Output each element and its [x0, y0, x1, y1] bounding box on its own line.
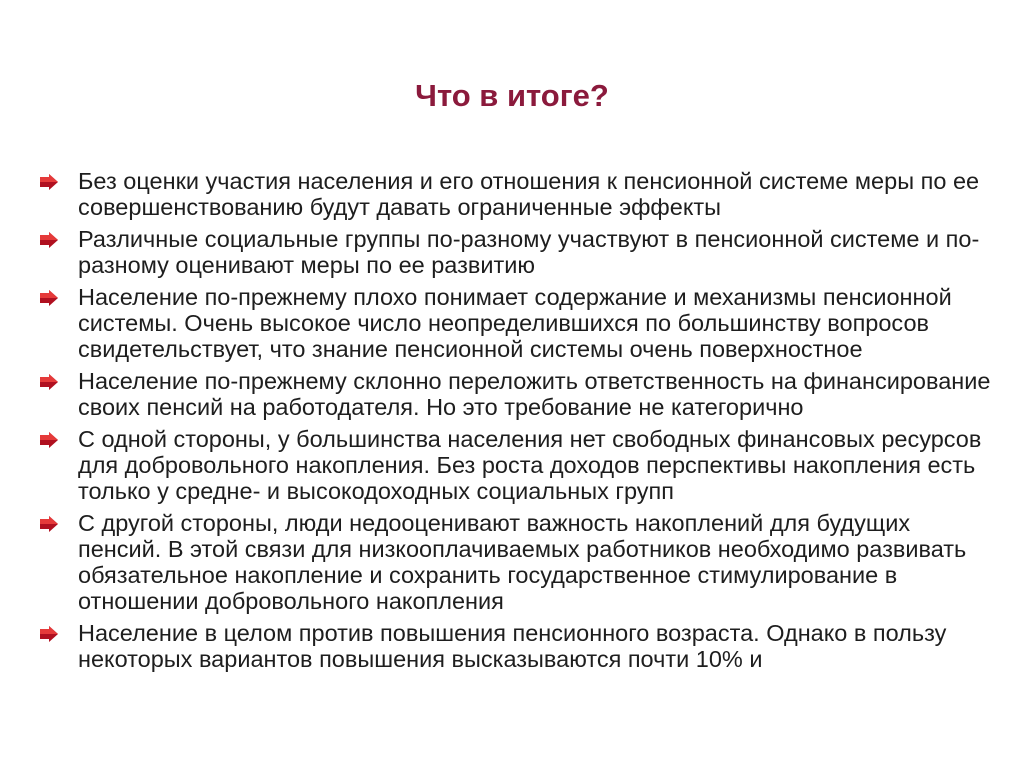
red-arrow-bullet-icon	[40, 174, 58, 190]
bullet-text: Население по-прежнему плохо понимает содержание и механизмы пенсионной системы. Очень высокое число неопределившихся по большинству вопросов свидетельствует, что знание пенсионной системы очень поверхностное	[78, 284, 952, 362]
bullet-item	[38, 368, 998, 420]
red-arrow-bullet-icon	[40, 232, 58, 248]
bullet-item	[38, 226, 998, 278]
bullet-item	[38, 510, 998, 614]
bullet-item	[38, 168, 998, 220]
bullet-item	[38, 284, 998, 362]
bullet-item	[38, 620, 998, 672]
bullet-text: Население в целом против повышения пенсионного возраста. Однако в пользу некоторых вариантов повышения высказываются почти 10% и	[78, 620, 947, 672]
red-arrow-bullet-icon	[40, 290, 58, 306]
bullet-text: Различные социальные группы по-разному участвуют в пенсионной системе и по-разному оценивают меры по ее развитию	[78, 226, 980, 278]
bullet-item	[38, 426, 998, 504]
bullet-text: С другой стороны, люди недооценивают важность накоплений для будущих пенсий. В этой связи для низкооплачиваемых работников необходимо развивать обязательное накопление и сохранить государственное стимулирование в отношении добровольного накопления	[78, 510, 967, 614]
slide-title: Что в итоге?	[415, 78, 609, 113]
red-arrow-bullet-icon	[40, 432, 58, 448]
red-arrow-bullet-icon	[40, 516, 58, 532]
bullet-text: Население по-прежнему склонно переложить ответственность на финансирование своих пенсий на работодателя. Но это требование не категорично	[78, 368, 991, 420]
red-arrow-bullet-icon	[40, 374, 58, 390]
bullet-list	[38, 168, 998, 678]
bullet-text: Без оценки участия населения и его отношения к пенсионной системе меры по ее совершенствованию будут давать ограниченные эффекты	[78, 168, 980, 220]
bullet-text: С одной стороны, у большинства населения нет свободных финансовых ресурсов для добровольного накопления. Без роста доходов перспективы накопления есть только у средне- и высокодоходных социальных групп	[78, 426, 982, 504]
red-arrow-bullet-icon	[40, 626, 58, 642]
